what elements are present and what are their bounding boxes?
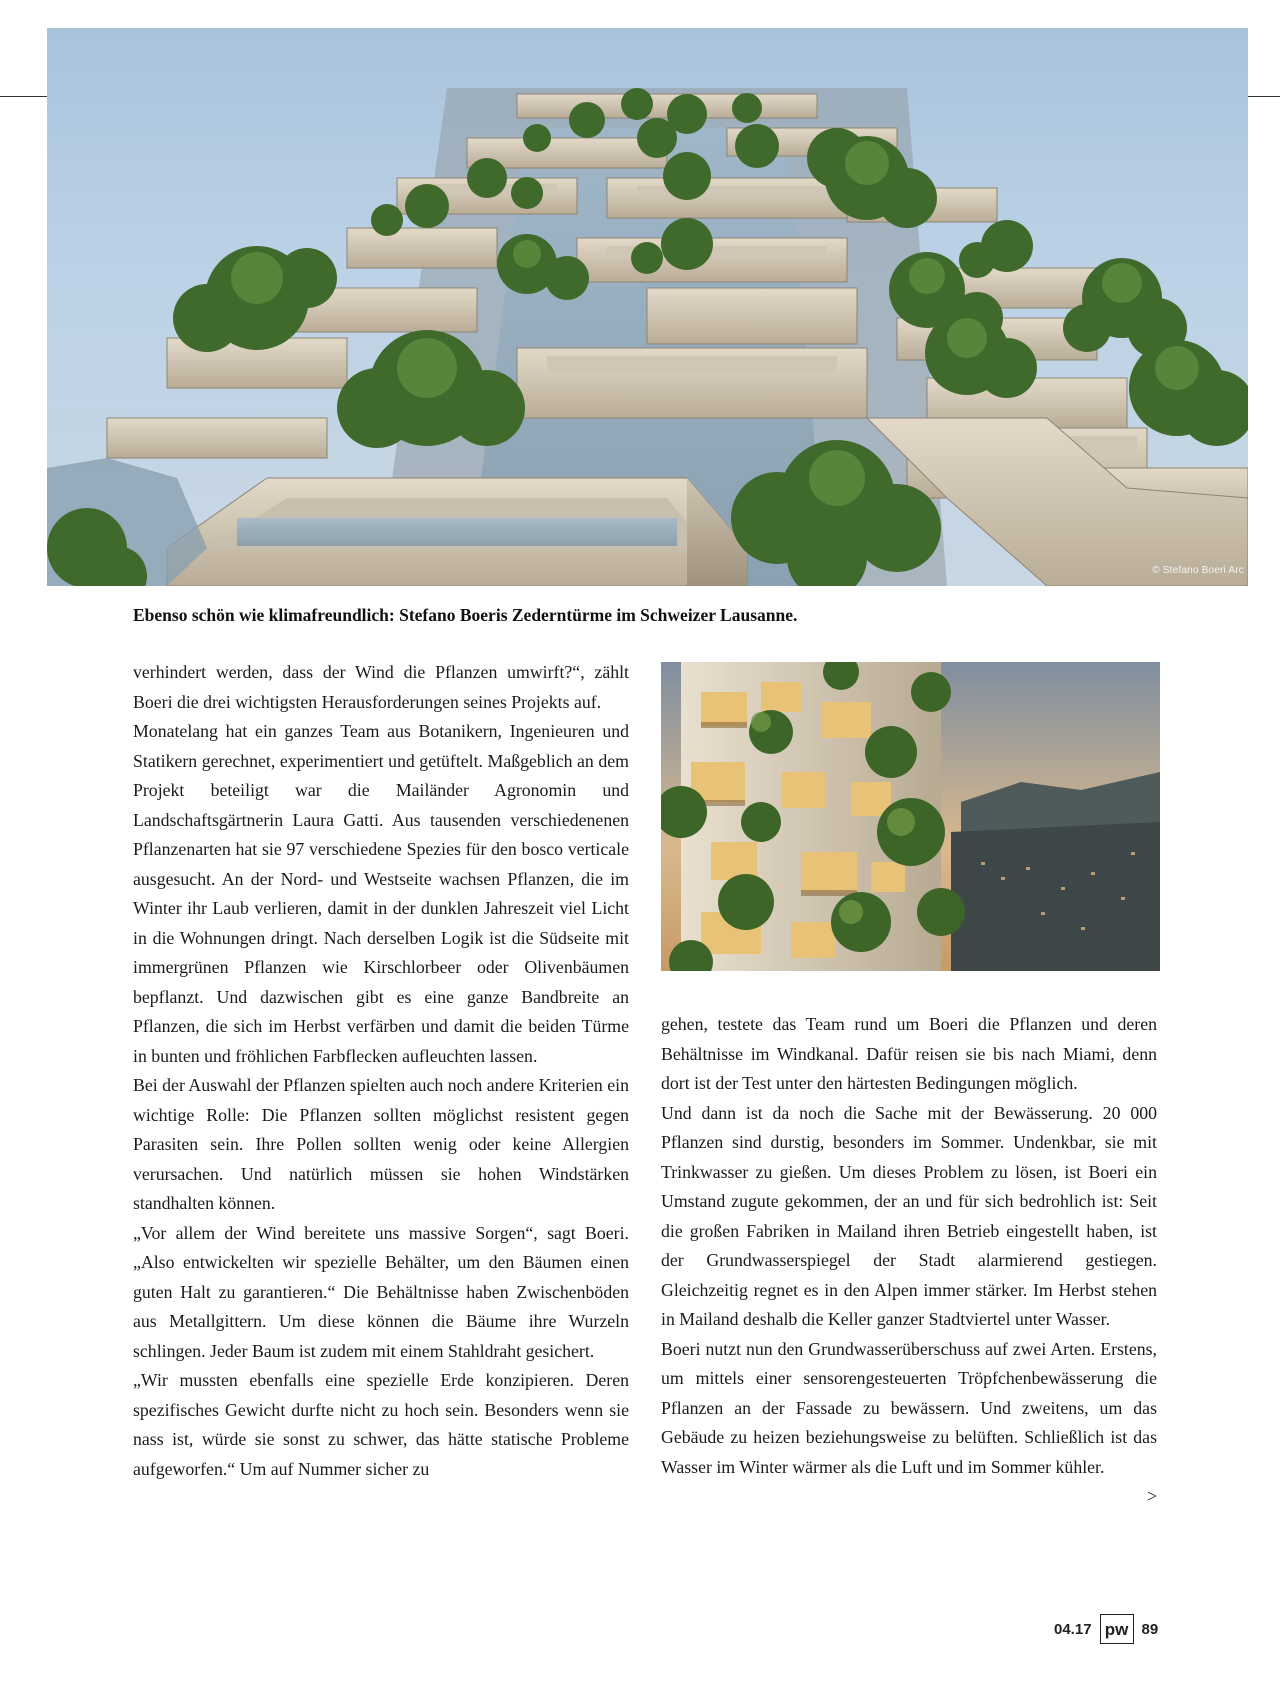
text-column-right [661, 1010, 1157, 1512]
paragraph: „Vor allem der Wind bereitete uns massive Sorgen“, sagt Boeri. „Also entwickelten wir spezielle Behälter, um den Bäumen einen guten Halt zu garantieren.“ Die Behältnisse haben Zwischenböden aus Metallgittern. Um diese können die Bäume ihre Wurzeln schlingen. Jeder Baum ist zudem mit einem Stahldraht gesichert. [133, 1222, 629, 1361]
header-rule-right [1248, 96, 1280, 97]
page-footer [1054, 1613, 1158, 1645]
tower-dusk-photo [661, 662, 1160, 971]
paragraph: Boeri nutzt nun den Grundwasserüberschuss auf zwei Arten. Erstens, um mittels einer sensorengesteuerten Tröpfchenbewässerung die Pflanzen an der Fassade zu bewässern. Und zweitens, um das Gebäude zu heizen beziehungsweise zu belüften. Schließlich ist das Wasser im Winter wärmer als die Luft und im Sommer kühler. [661, 1338, 1157, 1477]
issue-number: 04.17 [1054, 1620, 1092, 1638]
continue-marker: > [1146, 1486, 1157, 1506]
photo-credit: © Stefano Boeri Arc [1152, 565, 1244, 576]
paragraph: Monatelang hat ein ganzes Team aus Botanikern, Ingenieuren und Statikern gerechnet, experimentiert und getüftelt. Maßgeblich an dem Projekt beteiligt war die Mailänder Agronomin und Landschaftsgärtnerin Laura Gatti. Aus tausenden verschiedenenen Pflanzenarten hat sie 97 verschiedene Spezies für den bosco verticale ausgesucht. An der Nord- und Westseite wachsen Pflanzen, die im Winter ihr Laub verlieren, damit in der dunklen Jahreszeit viel Licht in die Wohnungen dringt. Nach derselben Logik ist die Südseite mit immergrünen Pflanzen wie Kirschlorbeer oder Olivenbäumen bepflanzt. Und dazwischen gibt es eine ganze Bandbreite an Pflanzen, die sich im Herbst verfärben und damit die beiden Türme in bunten und fröhlichen Farbflecken aufleuchten lassen. [133, 721, 629, 1066]
paragraph: Bei der Auswahl der Pflanzen spielten auch noch andere Kriterien ein wichtige Rolle: Die Pflanzen sollten möglichst resistent gegen Parasiten sein. Ihre Pollen sollten wenig oder keine Allergien verursachen. Und natürlich müssen sie hohen Windstärken standhalten können. [133, 1075, 629, 1213]
photo-caption: Ebenso schön wie klimafreundlich: Stefano Boeris Zederntürme im Schweizer Lausanne. [133, 605, 798, 625]
paragraph: „Wir mussten ebenfalls eine spezielle Erde konzipieren. Deren spezifisches Gewicht durfte nicht zu hoch sein. Besonders wenn sie nass ist, würde sie sonst zu schwer, das hätte statische Probleme aufgeworfen.“ Um auf Nummer sicher zu [133, 1370, 629, 1479]
paragraph: gehen, testete das Team rund um Boeri die Pflanzen und deren Behältnisse im Windkanal. Dafür reisen sie bis nach Miami, denn dort ist der Test unter den härtesten Bedingungen möglich. [661, 1014, 1157, 1093]
page-number: 89 [1141, 1620, 1159, 1638]
paragraph: Und dann ist da noch die Sache mit der Bewässerung. 20 000 Pflanzen sind durstig, besonders im Sommer. Undenkbar, sie mit Trinkwasser zu gießen. Um dieses Problem zu lösen, ist Boeri ein Umstand zugute gekommen, der an und für sich bedrohlich ist: Seit die großen Fabriken in Mailand ihren Betrieb eingestellt haben, ist der Grundwasserspiegel der Stadt alarmierend gestiegen. Gleichzeitig regnet es in den Alpen immer stärker. Im Herbst stehen in Mailand deshalb die Keller ganzer Stadtviertel unter Wasser. [661, 1102, 1157, 1329]
paragraph: verhindert werden, dass der Wind die Pflanzen umwirft?“, zählt Boeri die drei wichtigsten Herausforderungen seines Projekts auf. [133, 662, 629, 712]
hero-illustration [47, 28, 1248, 586]
magazine-logo: pw [1100, 1614, 1134, 1644]
text-column-left [133, 658, 629, 1484]
header-rule-left [0, 96, 48, 97]
hero-photo-cedar-towers [47, 28, 1248, 586]
tower-dusk-illustration [661, 662, 1160, 971]
